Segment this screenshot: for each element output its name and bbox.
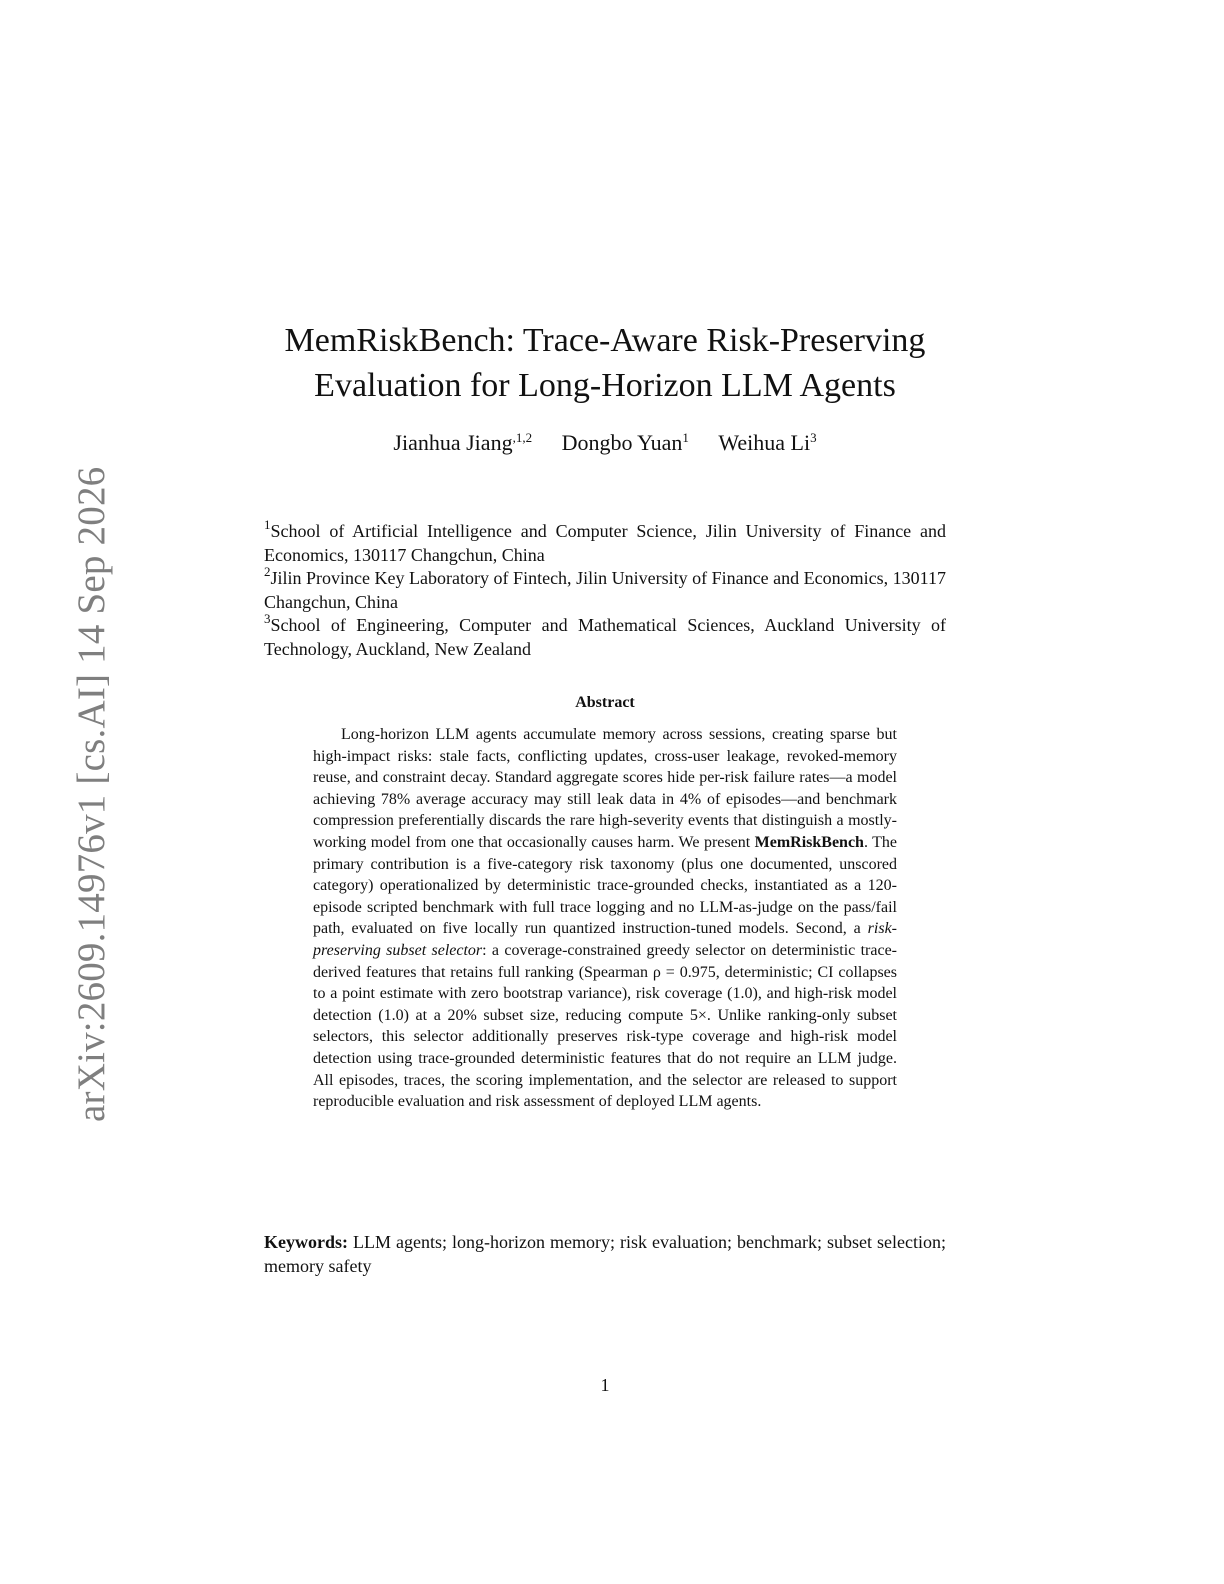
author-name: Jianhua Jiang (393, 430, 513, 455)
abstract-text-3: : a coverage-constrained greedy selector on deterministic trace-derived features that retains full ranking (Spearman ρ = 0.975, deterministic; CI collapses to a point estimate with zero bootstrap variance), risk coverage (1.0), and high-risk model detection (1.0) at a 20% subset size, reducing compute 5×. Unlike ranking-only subset selectors, this selector additionally preserves risk-type coverage and high-risk model detection using trace-grounded deterministic features that do not require an LLM judge. All episodes, traces, the scoring implementation, and the selector are released to support reproducible evaluation and risk assessment of deployed LLM agents. (313, 941, 898, 1111)
author-2 (562, 428, 689, 458)
author-1 (393, 428, 532, 458)
keywords-label: Keywords: (264, 1232, 348, 1252)
title-line-2: Evaluation for Long-Horizon LLM Agents (314, 367, 896, 404)
abstract-text-2: . The primary contribution is a five-category risk taxonomy (plus one documented, unscored category) operationalized by deterministic trace-grounded checks, instantiated as a 120-episode scripted benchmark with full trace logging and no LLM-as-judge on the pass/fail path, evaluated on five locally run quantized instruction-tuned models. Second, a (313, 833, 898, 938)
abstract-heading: Abstract (575, 694, 635, 711)
affiliation-mark: 2 (264, 564, 271, 579)
author-name: Dongbo Yuan (561, 430, 683, 455)
benchmark-name: MemRiskBench (754, 833, 864, 851)
affiliation-text: School of Engineering, Computer and Mathematical Sciences, Auckland University of Technology, Auckland, New Zealand (264, 615, 946, 659)
author-name: Weihua Li (718, 430, 811, 455)
affiliation-3 (264, 611, 946, 661)
affiliation-list (264, 517, 946, 661)
author-3 (718, 428, 816, 458)
author-affiliation-mark: ,1,2 (512, 430, 533, 445)
keywords-text: LLM agents; long-horizon memory; risk evaluation; benchmark; subset selection; memory safety (264, 1232, 946, 1276)
page-number: 1 (600, 1375, 610, 1395)
author-affiliation-mark: 3 (810, 430, 817, 445)
author-list (200, 428, 1010, 458)
selector-term: risk-preserving subset selector (313, 920, 897, 959)
abstract-body (313, 724, 897, 1113)
affiliation-1 (264, 517, 946, 567)
affiliation-text: Jilin Province Key Laboratory of Fintech, Jilin University of Finance and Economics, 130117 Changchun, China (264, 568, 946, 612)
affiliation-2 (264, 564, 946, 614)
affiliation-mark: 3 (264, 611, 271, 626)
paper-title (200, 318, 1010, 408)
affiliation-mark: 1 (264, 517, 271, 532)
keywords (264, 1230, 946, 1278)
title-line-1: MemRiskBench: Trace-Aware Risk-Preserving (284, 322, 926, 359)
affiliation-text: School of Artificial Intelligence and Computer Science, Jilin University of Finance and Economics, 130117 Changchun, China (264, 521, 946, 565)
author-affiliation-mark: 1 (682, 430, 689, 445)
abstract-text-1: Long-horizon LLM agents accumulate memory across sessions, creating sparse but high-impact risks: stale facts, conflicting updates, cross-user leakage, revoked-memory reuse, and constraint decay. Standard aggregate scores hide per-risk failure rates—a model achieving 78% average accuracy may still leak data in 4% of episodes—and benchmark compression preferentially discards the rare high-severity events that distinguish a mostly-working model from one that occasionally causes harm. We present (313, 726, 897, 851)
arxiv-identifier-stamp: arXiv:2609.14976v1 [cs.AI] 14 Sep 2026 (70, 466, 113, 1122)
